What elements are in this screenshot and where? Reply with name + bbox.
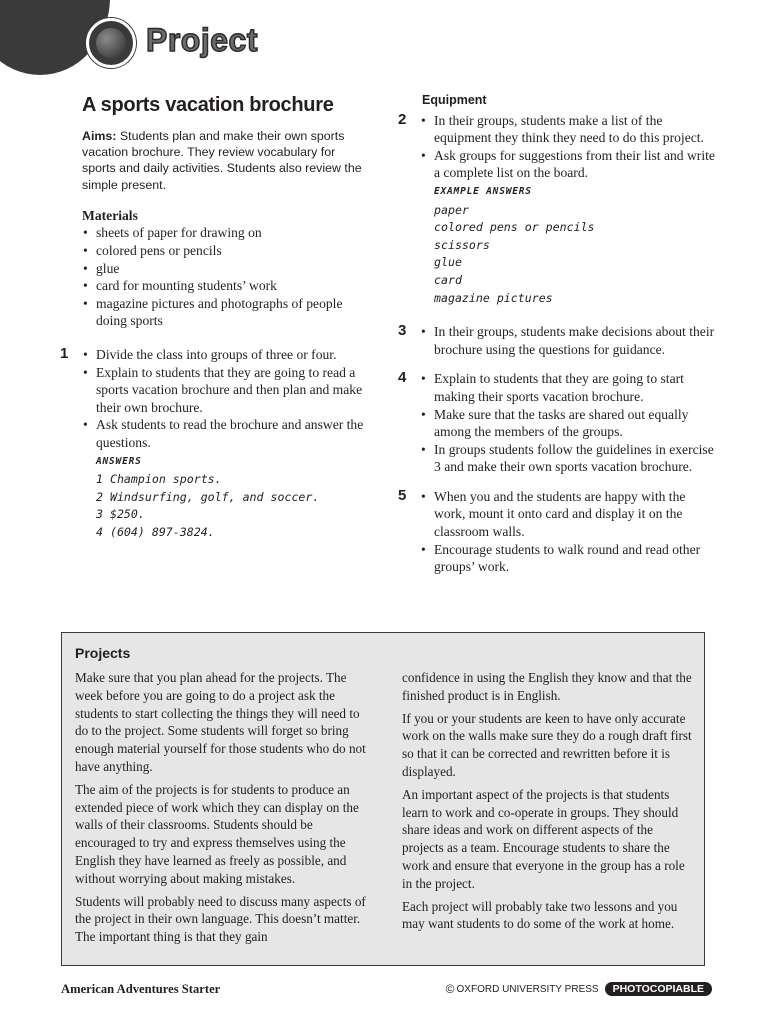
materials-list bbox=[82, 224, 367, 330]
projects-box bbox=[61, 632, 705, 966]
paragraph: confidence in using the English they know and that the finished product is in English. bbox=[402, 670, 692, 703]
list-item: • Ask groups for suggestions from their list and write a complete list on the board. bbox=[420, 147, 720, 182]
right-column bbox=[398, 92, 720, 576]
answer-line: magazine pictures bbox=[434, 290, 553, 305]
step-5-list bbox=[420, 488, 720, 576]
answers-label: ANSWERS bbox=[96, 455, 142, 467]
step-number: 3 bbox=[398, 322, 407, 340]
footer-publisher bbox=[446, 982, 712, 996]
list-item: • colored pens or pencils bbox=[82, 242, 367, 260]
list-item: • In their groups, students make decisions about their brochure using the questions for guidance. bbox=[420, 323, 720, 358]
list-item: • Divide the class into groups of three or four. bbox=[82, 346, 367, 364]
paragraph: Students will probably need to discuss many aspects of the project in their own language. This doesn’t matter. The important thing is that they gain bbox=[75, 893, 366, 945]
step-number: 2 bbox=[398, 110, 407, 128]
paragraph: If you or your students are keen to have only accurate work on the walls make sure they do a rough draft first so that it can be corrected and rewritten before it is displayed. bbox=[402, 710, 692, 779]
projects-left-column bbox=[75, 669, 367, 951]
answer-line: colored pens or pencils bbox=[434, 220, 595, 235]
projects-right-column bbox=[402, 669, 694, 938]
left-column bbox=[60, 92, 367, 542]
paragraph: Make sure that you plan ahead for the projects. The week before you are going to do a project ask the students to start collecting the things they will need to do to the project. Some students will forget so bring enough material yourself for those students who do not have anything. bbox=[75, 670, 366, 774]
paragraph: Each project will probably take two lessons and you may want students to do some of the work at home. bbox=[402, 898, 678, 932]
example-answers-label: EXAMPLE ANSWERS bbox=[434, 185, 532, 197]
answer-line: paper bbox=[434, 202, 469, 217]
list-item: • glue bbox=[82, 260, 367, 278]
answer-line: 4 (604) 897-3824. bbox=[96, 524, 215, 539]
step-number: 4 bbox=[398, 369, 407, 387]
paragraph: The aim of the projects is for students to produce an extended piece of work which they can display on the walls of their classrooms. Students should be encouraged to try and express themselves using the English they have learned as freely as possible, and without worrying about making mistakes. bbox=[75, 781, 359, 886]
step-number: 5 bbox=[398, 486, 407, 504]
paragraph: An important aspect of the projects is that students learn to work and co-operate in groups. They should share ideas and work on different aspects of the projects as a team. Encourage students to share the work and ensure that everyone in the group has a role in the project. bbox=[402, 786, 685, 891]
list-item: • Explain to students that they are going to start making their sports vacation brochure. bbox=[420, 370, 720, 405]
list-item: • When you and the students are happy with the work, mount it onto card and display it on the classroom walls. bbox=[420, 488, 720, 541]
materials-heading: Materials bbox=[82, 207, 138, 223]
step-3-list bbox=[420, 323, 720, 358]
page-title: Project bbox=[146, 22, 258, 58]
list-item: • card for mounting students’ work bbox=[82, 277, 367, 295]
aims-paragraph bbox=[82, 128, 367, 193]
answer-line: 1 Champion sports. bbox=[96, 472, 222, 487]
step-2-list bbox=[420, 112, 720, 182]
list-item: • In groups students follow the guidelines in exercise 3 and make their own sports vacation brochure. bbox=[420, 441, 720, 476]
copyright-icon: © bbox=[445, 982, 455, 996]
answer-line: scissors bbox=[434, 237, 490, 252]
step-4-list bbox=[420, 370, 720, 476]
publisher-name: OXFORD UNIVERSITY PRESS bbox=[456, 983, 599, 995]
list-item: • Explain to students that they are going to read a sports vacation brochure and then plan and make their own brochure. bbox=[82, 364, 367, 417]
photocopiable-badge: PHOTOCOPIABLE bbox=[605, 982, 712, 996]
step-number: 1 bbox=[60, 344, 69, 362]
aims-label: Aims: bbox=[82, 129, 117, 143]
footer-book-title: American Adventures Starter bbox=[61, 982, 221, 996]
equipment-heading: Equipment bbox=[422, 93, 487, 107]
step-4 bbox=[398, 369, 720, 476]
answer-line: card bbox=[434, 272, 462, 287]
step-2 bbox=[398, 110, 720, 308]
answer-line: 2 Windsurfing, golf, and soccer. bbox=[96, 489, 320, 504]
answer-line: 3 $250. bbox=[96, 507, 145, 522]
step-1-list bbox=[82, 346, 367, 452]
list-item: • Encourage students to walk round and read other groups’ work. bbox=[420, 541, 720, 576]
step-5 bbox=[398, 486, 720, 576]
step-1 bbox=[60, 344, 367, 542]
list-item: • Ask students to read the brochure and answer the questions. bbox=[82, 416, 367, 451]
list-item: • In their groups, students make a list of the equipment they think they need to do this project. bbox=[420, 112, 720, 147]
projects-heading: Projects bbox=[75, 645, 131, 661]
aims-text: Students plan and make their own sports vacation brochure. They review vocabulary for sports and daily activities. Students also review the simple present. bbox=[82, 129, 362, 192]
step-3 bbox=[398, 322, 720, 358]
list-item: • Make sure that the tasks are shared out equally among the members of the groups. bbox=[420, 406, 720, 441]
project-logo-icon bbox=[86, 18, 136, 68]
list-item: • sheets of paper for drawing on bbox=[82, 224, 367, 242]
list-item: • magazine pictures and photographs of people doing sports bbox=[82, 295, 367, 330]
answer-line: glue bbox=[434, 255, 462, 270]
brochure-title: A sports vacation brochure bbox=[82, 94, 334, 116]
